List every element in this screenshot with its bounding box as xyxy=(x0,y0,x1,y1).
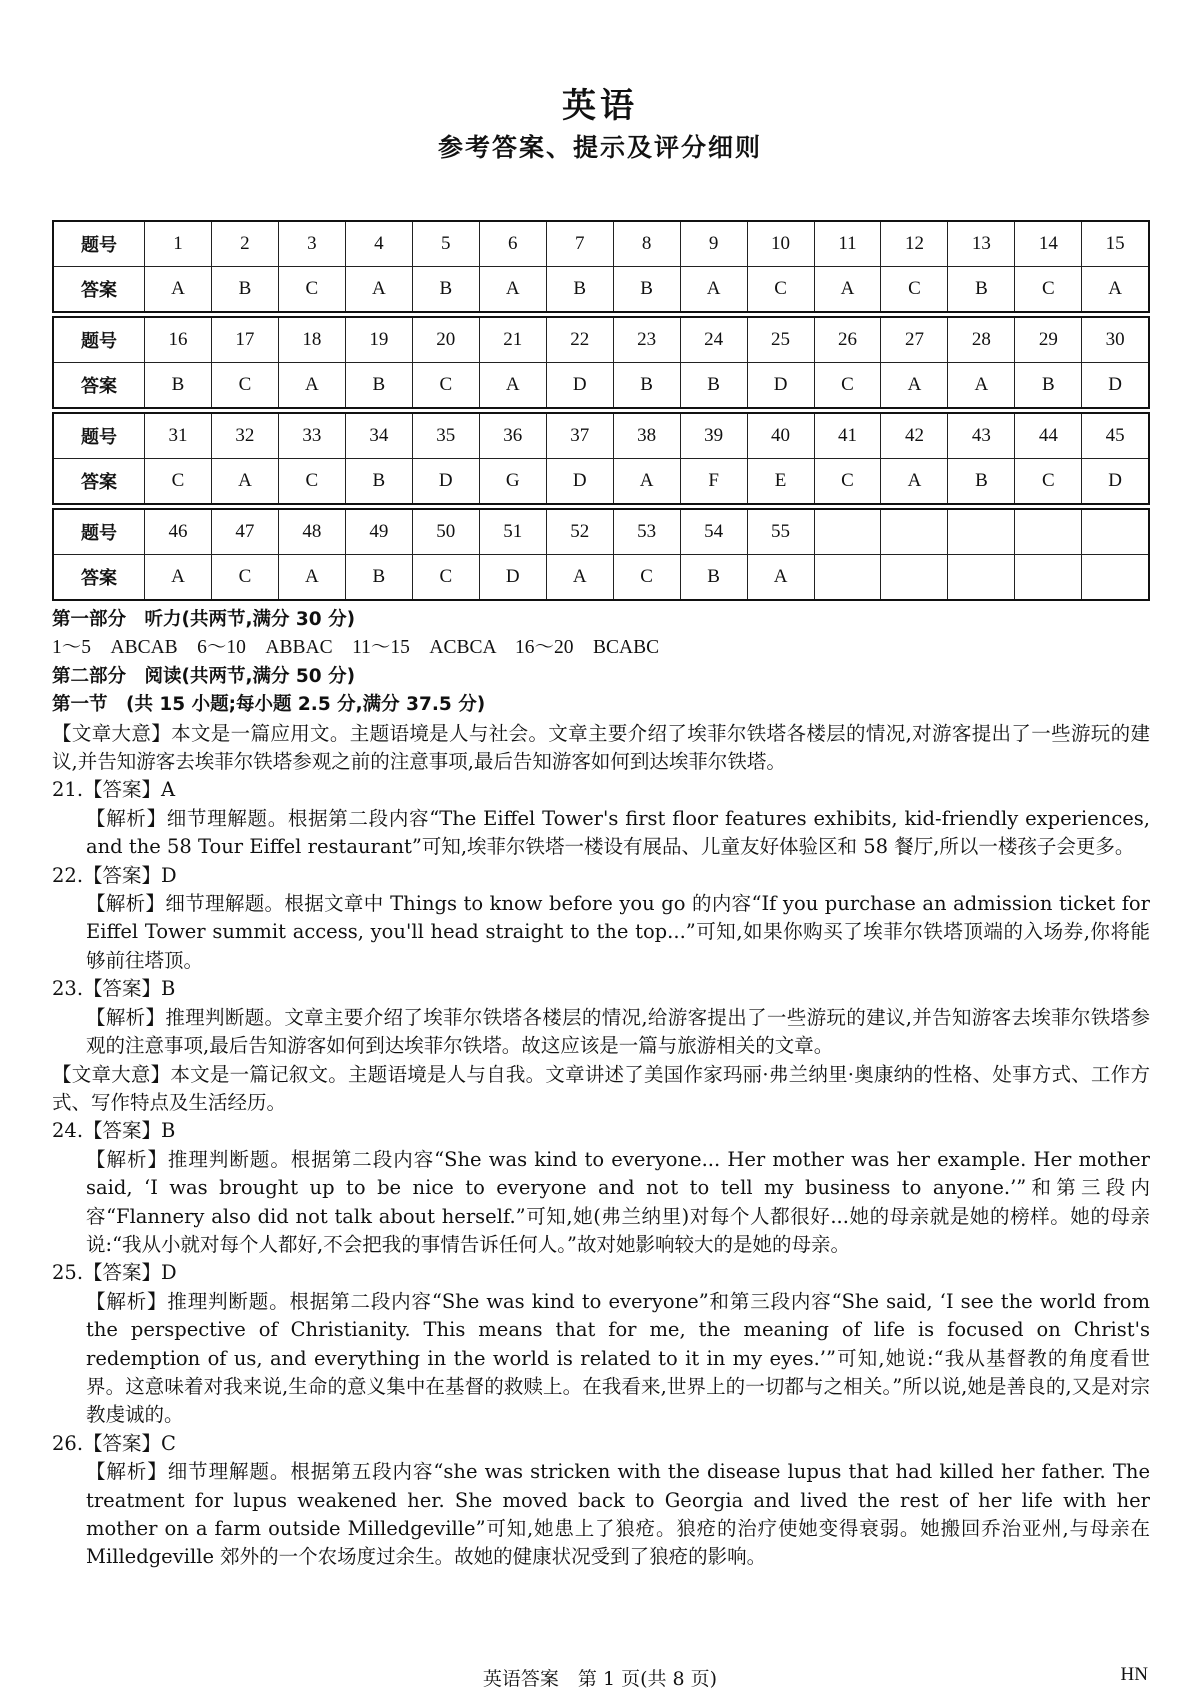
answer-cell: B xyxy=(613,363,680,409)
answer-cell: D xyxy=(1082,459,1149,505)
answer-cell: E xyxy=(747,459,814,505)
row-label: 题号 xyxy=(53,413,145,459)
question-number-cell: 26 xyxy=(814,317,881,363)
answer-cell xyxy=(948,555,1015,601)
answer-row xyxy=(53,267,1149,313)
question-explanation: 【解析】细节理解题。根据文章中 Things to know before you go 的内容“If you purchase an admission ticket for Eiffel Tower summit access, you'll head straight to the top...”可知,如果你购买了埃菲尔铁塔顶端的入场券,你将能够前往塔顶。 xyxy=(86,892,1150,972)
question-number-cell: 45 xyxy=(1082,413,1149,459)
answer-cell: D xyxy=(546,363,613,409)
answer-cell: D xyxy=(1082,363,1149,409)
answer-cell: F xyxy=(680,459,747,505)
question-number-cell: 34 xyxy=(345,413,412,459)
row-label: 答案 xyxy=(53,267,145,313)
question-explanation: 【解析】推理判断题。根据第二段内容“She was kind to everyone... Her mother was her example. Her mother said, ‘I was brought up to be nice to everyone and not to tell my business to anyone.’”和第三段内容“Flannery also did not talk about herself.”可知,她(弗兰纳里)对每个人都很好...她的母亲就是她的榜样。她的母亲说:“我从小就对每个人都好,不会把我的事情告诉任何人。”故对她影响较大的是她的母亲。 xyxy=(86,1147,1150,1256)
question-answer: 23.【答案】B xyxy=(52,977,176,1001)
question-number-cell: 31 xyxy=(145,413,212,459)
answer-cell: C xyxy=(412,363,479,409)
question-number-cell: 29 xyxy=(1015,317,1082,363)
question-number-cell: 22 xyxy=(546,317,613,363)
answer-cell: C xyxy=(278,267,345,313)
question-answer: 21.【答案】A xyxy=(52,778,176,802)
answer-cell: C xyxy=(211,555,278,601)
question-number-row xyxy=(53,221,1149,267)
answer-cell: C xyxy=(211,363,278,409)
answer-cell: C xyxy=(412,555,479,601)
question-number-cell: 13 xyxy=(948,221,1015,267)
answer-cell: B xyxy=(948,267,1015,313)
question-number-cell: 18 xyxy=(278,317,345,363)
answer-cell: A xyxy=(479,267,546,313)
answer-cell: C xyxy=(278,459,345,505)
answer-cell: B xyxy=(412,267,479,313)
question-number-cell: 39 xyxy=(680,413,747,459)
page-footer: 英语答案 第 1 页(共 8 页) xyxy=(482,1668,718,1690)
section1-heading: 第一节 (共 15 小题;每小题 2.5 分,满分 37.5 分) xyxy=(52,694,486,716)
answer-cell: A xyxy=(747,555,814,601)
answer-cell: A xyxy=(613,459,680,505)
question-number-cell: 24 xyxy=(680,317,747,363)
answer-table xyxy=(52,412,1150,505)
question-number-cell: 23 xyxy=(613,317,680,363)
answer-cell: D xyxy=(546,459,613,505)
article-summary: 【文章大意】本文是一篇记叙文。主题语境是人与自我。文章讲述了美国作家玛丽·弗兰纳里·奥康纳的性格、处事方式、工作方式、写作特点及生活经历。 xyxy=(52,1062,1150,1114)
answer-cell: D xyxy=(479,555,546,601)
question-number-cell xyxy=(881,509,948,555)
answer-row xyxy=(53,555,1149,601)
answer-cell: C xyxy=(881,267,948,313)
question-number-cell: 27 xyxy=(881,317,948,363)
answer-cell: C xyxy=(613,555,680,601)
question-number-cell: 37 xyxy=(546,413,613,459)
answer-cell: D xyxy=(412,459,479,505)
question-number-cell: 42 xyxy=(881,413,948,459)
row-label: 答案 xyxy=(53,459,145,505)
question-answer: 22.【答案】D xyxy=(52,863,177,887)
answer-tables xyxy=(52,220,1150,604)
answer-cell: B xyxy=(680,555,747,601)
page-subtitle: 参考答案、提示及评分细则 xyxy=(437,133,762,162)
answer-cell: A xyxy=(948,363,1015,409)
question-number-cell xyxy=(1015,509,1082,555)
answer-cell: C xyxy=(814,363,881,409)
question-number-cell: 43 xyxy=(948,413,1015,459)
answer-cell: B xyxy=(546,267,613,313)
part1-heading: 第一部分 听力(共两节,满分 30 分) xyxy=(52,609,356,630)
answer-cell: B xyxy=(613,267,680,313)
answer-table xyxy=(52,316,1150,409)
row-label: 题号 xyxy=(53,221,145,267)
question-number-cell: 46 xyxy=(145,509,212,555)
answer-cell xyxy=(1015,555,1082,601)
question-number-cell: 25 xyxy=(747,317,814,363)
question-number-cell: 51 xyxy=(479,509,546,555)
question-number-cell xyxy=(814,509,881,555)
question-number-cell: 4 xyxy=(345,221,412,267)
answer-cell xyxy=(881,555,948,601)
answer-cell: C xyxy=(145,459,212,505)
row-label: 题号 xyxy=(53,509,145,555)
question-number-cell xyxy=(1082,509,1149,555)
question-number-cell: 54 xyxy=(680,509,747,555)
question-answer: 25.【答案】D xyxy=(52,1261,177,1285)
answer-cell: A xyxy=(1082,267,1149,313)
answer-cell: C xyxy=(1015,267,1082,313)
question-explanation: 【解析】推理判断题。文章主要介绍了埃菲尔铁塔各楼层的情况,给游客提出了一些游玩的建议,并告知游客去埃菲尔铁塔参观的注意事项,最后告知游客如何到达埃菲尔铁塔。故这应该是一篇与旅游相关的文章。 xyxy=(86,1005,1150,1058)
question-number-cell: 52 xyxy=(546,509,613,555)
answer-cell: C xyxy=(814,459,881,505)
answer-cell: A xyxy=(211,459,278,505)
answer-cell: B xyxy=(680,363,747,409)
article-summary: 【文章大意】本文是一篇应用文。主题语境是人与社会。文章主要介绍了埃菲尔铁塔各楼层的情况,对游客提出了一些游玩的建议,并告知游客去埃菲尔铁塔参观之前的注意事项,最后告知游客如何到达埃菲尔铁塔。 xyxy=(52,721,1150,774)
answer-cell: A xyxy=(278,363,345,409)
question-number-cell: 11 xyxy=(814,221,881,267)
explanations xyxy=(52,606,1150,1572)
question-number-cell: 41 xyxy=(814,413,881,459)
question-number-cell: 40 xyxy=(747,413,814,459)
answer-cell: A xyxy=(145,267,212,313)
question-number-cell: 19 xyxy=(345,317,412,363)
question-number-cell: 14 xyxy=(1015,221,1082,267)
part2-heading: 第二部分 阅读(共两节,满分 50 分) xyxy=(52,665,356,687)
question-number-cell: 28 xyxy=(948,317,1015,363)
answer-cell: A xyxy=(881,459,948,505)
answer-cell xyxy=(814,555,881,601)
listening-answers: 1～5 ABCAB 6～10 ABBAC 11～15 ACBCA 16～20 BCABC xyxy=(52,637,660,659)
question-answer: 24.【答案】B xyxy=(52,1119,176,1143)
question-number-cell: 49 xyxy=(345,509,412,555)
answer-cell xyxy=(1082,555,1149,601)
answer-cell: A xyxy=(345,267,412,313)
question-number-row xyxy=(53,509,1149,555)
question-number-cell: 35 xyxy=(412,413,479,459)
answer-cell: B xyxy=(345,459,412,505)
question-number-cell: 6 xyxy=(479,221,546,267)
question-number-cell: 38 xyxy=(613,413,680,459)
question-number-cell: 33 xyxy=(278,413,345,459)
answer-cell: A xyxy=(680,267,747,313)
question-number-cell: 2 xyxy=(211,221,278,267)
question-number-cell: 48 xyxy=(278,509,345,555)
question-number-cell xyxy=(948,509,1015,555)
question-number-cell: 17 xyxy=(211,317,278,363)
answer-cell: A xyxy=(145,555,212,601)
question-number-cell: 8 xyxy=(613,221,680,267)
question-number-cell: 5 xyxy=(412,221,479,267)
region-code: HN xyxy=(1120,1664,1148,1685)
answer-cell: B xyxy=(145,363,212,409)
question-number-row xyxy=(53,413,1149,459)
page-title: 英语 xyxy=(562,86,638,126)
answer-table xyxy=(52,508,1150,601)
question-explanation: 【解析】细节理解题。根据第五段内容“she was stricken with the disease lupus that had killed her father. The treatment for lupus weakened her. She moved back to Georgia and lived the rest of her life with her mother on a farm outside Milledgeville”可知,她患上了狼疮。狼疮的治疗使她变得衰弱。她搬回乔治亚州,与母亲在 Milledgeville 郊外的一个农场度过余生。故她的健康状况受到了狼疮的影响。 xyxy=(86,1460,1150,1569)
answer-cell: B xyxy=(1015,363,1082,409)
question-number-cell: 16 xyxy=(145,317,212,363)
question-number-cell: 30 xyxy=(1082,317,1149,363)
answer-table xyxy=(52,220,1150,313)
question-number-cell: 20 xyxy=(412,317,479,363)
question-number-cell: 9 xyxy=(680,221,747,267)
answer-cell: D xyxy=(747,363,814,409)
question-explanation: 【解析】细节理解题。根据第二段内容“The Eiffel Tower's first floor features exhibits, kid-friendly experiences, and the 58 Tour Eiffel restaurant”可知,埃菲尔铁塔一楼设有展品、儿童友好体验区和 58 餐厅,所以一楼孩子会更多。 xyxy=(86,806,1150,859)
question-number-cell: 1 xyxy=(145,221,212,267)
answer-cell: B xyxy=(345,555,412,601)
question-number-cell: 50 xyxy=(412,509,479,555)
question-answer: 26.【答案】C xyxy=(52,1431,176,1455)
question-number-cell: 3 xyxy=(278,221,345,267)
question-number-cell: 55 xyxy=(747,509,814,555)
question-number-cell: 36 xyxy=(479,413,546,459)
answer-cell: G xyxy=(479,459,546,505)
answer-cell: B xyxy=(211,267,278,313)
answer-row xyxy=(53,459,1149,505)
question-number-cell: 53 xyxy=(613,509,680,555)
answer-cell: B xyxy=(345,363,412,409)
answer-cell: A xyxy=(546,555,613,601)
row-label: 题号 xyxy=(53,317,145,363)
answer-cell: C xyxy=(747,267,814,313)
answer-cell: B xyxy=(948,459,1015,505)
question-number-cell: 7 xyxy=(546,221,613,267)
question-number-cell: 10 xyxy=(747,221,814,267)
question-number-cell: 32 xyxy=(211,413,278,459)
question-number-cell: 47 xyxy=(211,509,278,555)
row-label: 答案 xyxy=(53,363,145,409)
question-number-cell: 21 xyxy=(479,317,546,363)
answer-row xyxy=(53,363,1149,409)
answer-cell: A xyxy=(881,363,948,409)
question-number-cell: 12 xyxy=(881,221,948,267)
question-number-cell: 15 xyxy=(1082,221,1149,267)
answer-cell: A xyxy=(814,267,881,313)
answer-cell: C xyxy=(1015,459,1082,505)
row-label: 答案 xyxy=(53,555,145,601)
question-number-cell: 44 xyxy=(1015,413,1082,459)
question-explanation: 【解析】推理判断题。根据第二段内容“She was kind to everyone”和第三段内容“She said, ‘I see the world from the perspective of Christianity. This means that for me, the meaning of life is focused on Christ's redemption of us, and everything in the world is related to it in my eyes.’”可知,她说:“我从基督教的角度看世界。这意味着对我来说,生命的意义集中在基督的救赎上。在我看来,世界上的一切都与之相关。”所以说,她是善良的,又是对宗教虔诚的。 xyxy=(86,1289,1150,1427)
question-number-row xyxy=(53,317,1149,363)
answer-cell: A xyxy=(479,363,546,409)
answer-cell: A xyxy=(278,555,345,601)
